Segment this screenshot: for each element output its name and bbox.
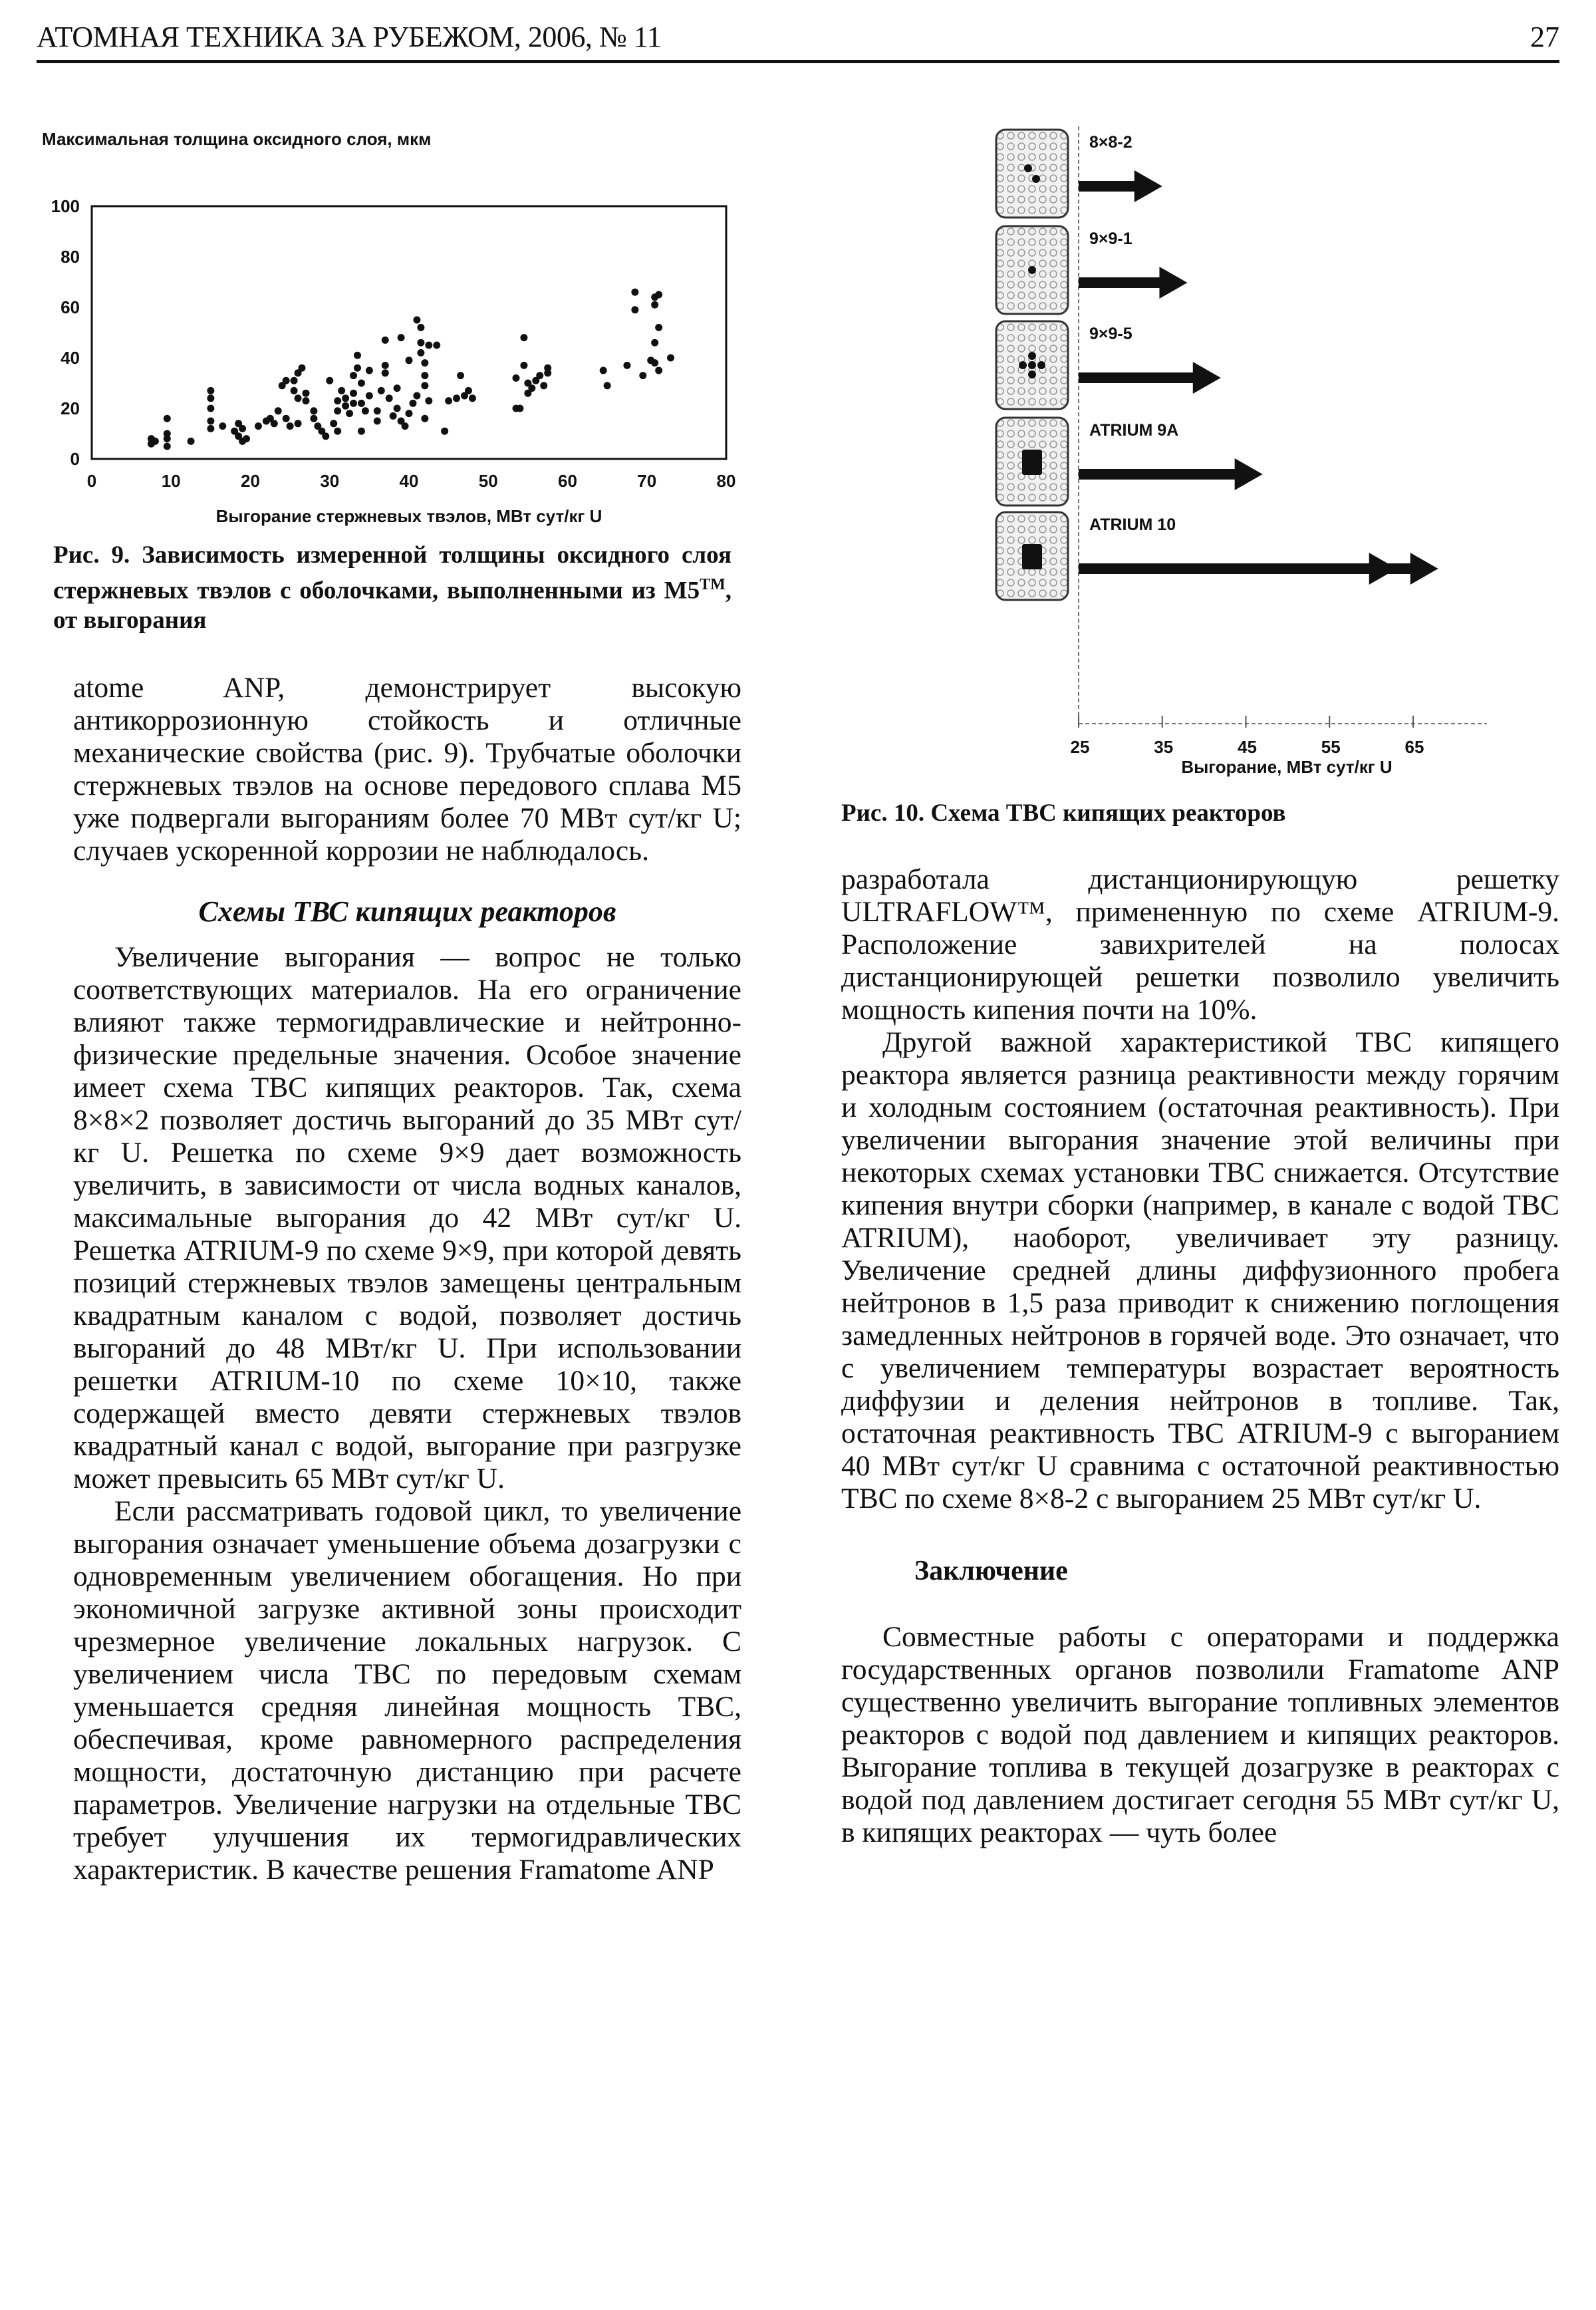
data-point bbox=[346, 410, 353, 417]
data-point bbox=[425, 397, 432, 404]
scheme-label: 9×9-5 bbox=[1089, 325, 1132, 343]
scheme-label: 8×8-2 bbox=[1089, 133, 1132, 152]
data-point bbox=[651, 359, 658, 366]
section-heading: Схемы ТВС кипящих реакторов bbox=[198, 895, 616, 928]
data-point bbox=[421, 359, 428, 366]
y-tick-label: 100 bbox=[51, 196, 80, 216]
data-point bbox=[302, 390, 309, 397]
data-point bbox=[334, 397, 341, 404]
data-point bbox=[516, 405, 523, 412]
data-point bbox=[310, 415, 317, 422]
y-tick-label: 20 bbox=[61, 398, 80, 418]
figure-9-caption bbox=[53, 540, 732, 635]
data-point bbox=[520, 334, 527, 341]
data-point bbox=[207, 418, 214, 425]
header-rule bbox=[37, 60, 1559, 63]
figure-9-chart bbox=[37, 120, 741, 532]
data-point bbox=[441, 428, 448, 435]
scatter-plot bbox=[37, 120, 741, 532]
data-point bbox=[651, 301, 658, 309]
data-point bbox=[207, 425, 214, 432]
paragraph: Другой важной характеристикой ТВС кипящего реактора является разница реактивности между горячим и холодным состоянием (остаточная реактивность). При увеличении выгорания значение этой величины при некоторых схемах установки ТВС снижается. Отсутствие кипения внутри сборки (например, в канале с водой ТВС ATRIUM), наоборот, увеличивает эту разницу. Увеличение средней длины диффузионного пробега нейтронов в 1,5 раза приводит к снижению поглощения замедленных нейтронов в горячей воде. Это означает, что с увеличением температуры возрастает вероятность диффузии и деления нейтронов в топливе. Так, остаточная реактивность ТВС ATRIUM-9 с выгоранием 40 МВт сут/кг U сравнима с остаточной реактивностью ТВС по схеме 8×8-2 с выгоранием 25 МВт сут/кг U. bbox=[841, 1026, 1559, 1515]
burnup-arrow-shaft bbox=[1079, 469, 1236, 480]
data-point bbox=[528, 384, 535, 392]
data-point bbox=[207, 387, 214, 394]
data-point bbox=[374, 418, 381, 425]
paragraph: разработала дистанционирующую решетку ULTRAFLOW™, примененную по схеме ATRIUM-9. Расположение завихрителей на полосах дистанционирующей решетки позволило увеличить мощность кипения почти на 10%. bbox=[841, 863, 1559, 1026]
data-point bbox=[382, 369, 389, 376]
data-point bbox=[330, 420, 337, 427]
x-tick-label: 45 bbox=[1238, 737, 1257, 757]
x-tick-label: 55 bbox=[1321, 737, 1341, 757]
arrow-head-icon bbox=[1369, 553, 1397, 585]
data-point bbox=[366, 367, 373, 374]
data-point bbox=[445, 397, 452, 404]
data-point bbox=[283, 415, 290, 422]
data-point bbox=[326, 377, 333, 384]
x-tick-label: 65 bbox=[1404, 737, 1424, 757]
x-axis-label: Выгорание, МВт сут/кг U bbox=[1181, 757, 1393, 777]
data-point bbox=[164, 415, 171, 422]
y-tick-label: 80 bbox=[61, 247, 80, 267]
data-point bbox=[417, 324, 424, 331]
data-point bbox=[623, 362, 630, 369]
burnup-arrow-shaft bbox=[1079, 277, 1160, 288]
data-point bbox=[512, 374, 519, 382]
data-point bbox=[655, 324, 662, 331]
left-column bbox=[73, 672, 741, 1886]
x-tick-label: 20 bbox=[241, 471, 260, 491]
data-point bbox=[544, 364, 551, 372]
water-rod bbox=[1028, 352, 1036, 360]
paragraph: Совместные работы с операторами и поддержка государственных органов позволили Framatome ANP существенно увеличить выгорание топливных элементов реакторов с водой под давлением и кипящих реакторов. Выгорание топлива в текущей дозагрузке в реакторах с водой под давлением достигает сегодня 55 МВт сут/кг U, в кипящих реакторах — чуть более bbox=[841, 1621, 1559, 1848]
data-point bbox=[536, 372, 543, 379]
assembly-scheme bbox=[996, 418, 1263, 505]
burnup-arrow-shaft bbox=[1079, 372, 1194, 383]
x-tick-labels bbox=[87, 471, 736, 491]
data-point bbox=[394, 384, 401, 392]
data-point bbox=[350, 400, 357, 407]
arrow-head-icon bbox=[1410, 553, 1438, 585]
y-tick-label: 60 bbox=[61, 297, 80, 317]
data-point bbox=[207, 405, 214, 412]
journal-title: АТОМНАЯ ТЕХНИКА ЗА РУБЕЖОМ, 2006, № 11 bbox=[37, 21, 662, 53]
data-point bbox=[520, 362, 527, 369]
x-tick-label: 60 bbox=[558, 471, 577, 491]
water-rod bbox=[1028, 370, 1036, 378]
assembly-scheme-diagram bbox=[984, 120, 1503, 785]
x-tick-label: 70 bbox=[637, 471, 657, 491]
data-point bbox=[421, 372, 428, 379]
water-rod bbox=[1037, 361, 1045, 369]
trademark-mark: TM bbox=[700, 576, 726, 593]
data-point bbox=[631, 306, 638, 313]
burnup-arrow-shaft bbox=[1079, 563, 1412, 574]
data-point bbox=[334, 407, 341, 414]
data-point bbox=[421, 415, 428, 422]
data-point bbox=[358, 400, 365, 407]
data-point bbox=[283, 377, 290, 384]
water-rod bbox=[1028, 361, 1036, 369]
data-point bbox=[425, 342, 432, 349]
data-point bbox=[164, 435, 171, 442]
data-point bbox=[667, 355, 674, 362]
data-point bbox=[433, 342, 440, 349]
data-point bbox=[207, 394, 214, 402]
x-tick-label: 0 bbox=[86, 471, 97, 491]
data-point bbox=[299, 364, 306, 372]
x-tick-label: 25 bbox=[1070, 737, 1090, 757]
x-tick-label: 35 bbox=[1154, 737, 1174, 757]
data-point bbox=[295, 394, 302, 402]
data-point bbox=[287, 422, 294, 430]
data-point bbox=[338, 387, 345, 394]
assembly-scheme bbox=[996, 321, 1221, 409]
data-point bbox=[655, 367, 662, 374]
y-tick-labels bbox=[51, 196, 80, 469]
data-point bbox=[378, 387, 385, 394]
data-point bbox=[465, 387, 472, 394]
water-rod bbox=[1028, 266, 1036, 274]
data-point bbox=[540, 382, 547, 389]
arrow-head-icon bbox=[1235, 458, 1263, 490]
data-point bbox=[394, 405, 401, 412]
y-axis-label: Максимальная толщина оксидного слоя, мкм bbox=[42, 129, 432, 149]
data-point bbox=[406, 357, 413, 364]
data-point bbox=[362, 407, 369, 414]
data-point bbox=[374, 407, 381, 414]
page-number: 27 bbox=[1530, 21, 1559, 53]
data-point bbox=[600, 367, 607, 374]
burnup-arrow-shaft bbox=[1079, 181, 1136, 192]
data-point bbox=[469, 394, 476, 402]
data-point bbox=[390, 412, 397, 420]
paragraph: Увеличение выгорания — вопрос не только соответствующих материалов. На его ограничение влияют также термогидравлические и нейтронно-физические предельные значения. Особое значение имеет схема ТВС кипящих реакторов. Так, схема 8×8×2 позволяет достичь выгораний до 35 МВт сут/кг U. Решетка по схеме 9×9 дает возможность увеличить, в зависимости от числа водных каналов, максимальные выгорания до 42 МВт сут/кг U. Решетка ATRIUM-9 по схеме 9×9, при которой девять позиций стержневых твэлов замещены центральным квадратным каналом с водой, позволяет достичь выгораний до 48 МВт/кг U. При использовании решетки ATRIUM-10 по схеме 10×10, также содержащей вместо девяти стержневых твэлов квадратный канал с водой, выгорание при разгрузке может превысить 65 МВт сут/кг U. bbox=[73, 941, 741, 1495]
data-point bbox=[358, 428, 365, 435]
assembly-scheme bbox=[996, 226, 1187, 314]
x-tick-label: 30 bbox=[320, 471, 340, 491]
data-point bbox=[386, 394, 393, 402]
data-point bbox=[409, 400, 416, 407]
caption-text: Рис. 9. Зависимость измеренной толщины оксидного слоя стержневых твэлов с оболочками, выполненными из M5 bbox=[53, 541, 732, 605]
data-point bbox=[651, 339, 658, 347]
figure-10-caption: Рис. 10. Схема ТВС кипящих реакторов bbox=[841, 799, 1286, 827]
data-point bbox=[604, 382, 611, 389]
data-point bbox=[350, 390, 357, 397]
data-point bbox=[453, 394, 460, 402]
data-point bbox=[291, 377, 298, 384]
data-point bbox=[354, 352, 361, 359]
data-point bbox=[219, 422, 226, 430]
x-tick-label: 50 bbox=[478, 471, 498, 491]
data-point bbox=[631, 289, 638, 296]
data-point bbox=[358, 380, 365, 387]
x-tick-label: 10 bbox=[161, 471, 181, 491]
paragraph: atome ANP, демонстрирует высокую антикоррозионную стойкость и отличные механические свойства (рис. 9). Трубчатые оболочки стержневых твэлов на основе передового сплава M5 уже подвергали выгораниям более 70 МВт сут/кг U; случаев ускоренной коррозии не наблюдалось. bbox=[73, 672, 741, 867]
y-tick-label: 40 bbox=[61, 348, 80, 368]
water-rod bbox=[1024, 164, 1032, 172]
data-point bbox=[334, 428, 341, 435]
data-points bbox=[148, 289, 674, 450]
x-tick-label: 80 bbox=[716, 471, 736, 491]
fuel-lattice-icon bbox=[996, 130, 1068, 217]
data-point bbox=[302, 397, 309, 404]
data-point bbox=[350, 372, 357, 379]
figure-10-diagram bbox=[984, 120, 1503, 785]
data-point bbox=[417, 349, 424, 357]
arrow-head-icon bbox=[1159, 267, 1187, 299]
water-channel bbox=[1022, 544, 1042, 569]
data-point bbox=[164, 443, 171, 450]
arrow-head-icon bbox=[1134, 170, 1162, 202]
data-point bbox=[342, 402, 349, 410]
data-point bbox=[413, 392, 420, 400]
paragraph: Если рассматривать годовой цикл, то увеличение выгорания означает уменьшение объема дозагрузки с одновременным увеличением обогащения. Но при экономичной загрузке активной зоны происходит чрезмерное увеличение локальных нагрузок. С увеличением числа ТВС по передовым схемам уменьшается средняя линейная мощность ТВС, обеспечивая, кроме равномерного распределения мощности, достаточную дистанцию при расчете параметров. Увеличение нагрузки на отдельные ТВС требует улучшения их термогидравлических характеристик. В качестве решения Framatome ANP bbox=[73, 1495, 741, 1886]
scheme-label: ATRIUM 10 bbox=[1089, 515, 1176, 534]
scheme-label: 9×9-1 bbox=[1089, 229, 1132, 248]
data-point bbox=[457, 372, 464, 379]
data-point bbox=[413, 317, 420, 324]
data-point bbox=[295, 420, 302, 427]
data-point bbox=[271, 420, 278, 427]
data-point bbox=[239, 425, 246, 432]
data-point bbox=[342, 394, 349, 402]
data-point bbox=[639, 372, 646, 379]
y-tick-label: 0 bbox=[70, 449, 80, 469]
water-channel bbox=[1022, 450, 1042, 475]
data-point bbox=[354, 364, 361, 372]
data-point bbox=[655, 291, 662, 299]
data-point bbox=[382, 337, 389, 344]
data-point bbox=[243, 435, 250, 442]
assembly-scheme bbox=[996, 512, 1438, 600]
data-point bbox=[255, 422, 262, 430]
x-axis-label: Выгорание стержневых твэлов, МВт сут/кг U bbox=[215, 506, 602, 526]
data-point bbox=[366, 392, 373, 400]
data-point bbox=[406, 410, 413, 417]
data-point bbox=[275, 407, 282, 414]
running-header bbox=[37, 20, 1559, 60]
water-rod bbox=[1019, 361, 1027, 369]
section-heading: Заключение bbox=[914, 1556, 1068, 1586]
right-column bbox=[841, 863, 1559, 1849]
water-rod bbox=[1032, 175, 1040, 183]
data-point bbox=[291, 387, 298, 394]
caption-tail: , от выгорания bbox=[53, 577, 732, 635]
data-point bbox=[402, 422, 409, 430]
data-point bbox=[322, 432, 329, 440]
scheme-label: ATRIUM 9A bbox=[1089, 421, 1179, 440]
plot-frame bbox=[92, 206, 726, 459]
data-point bbox=[310, 407, 317, 414]
data-point bbox=[188, 438, 195, 445]
arrow-head-icon bbox=[1193, 362, 1221, 394]
data-point bbox=[152, 438, 159, 445]
data-point bbox=[421, 382, 428, 389]
x-tick-label: 40 bbox=[399, 471, 419, 491]
data-point bbox=[417, 339, 424, 347]
data-point bbox=[398, 334, 405, 341]
data-point bbox=[382, 362, 389, 369]
